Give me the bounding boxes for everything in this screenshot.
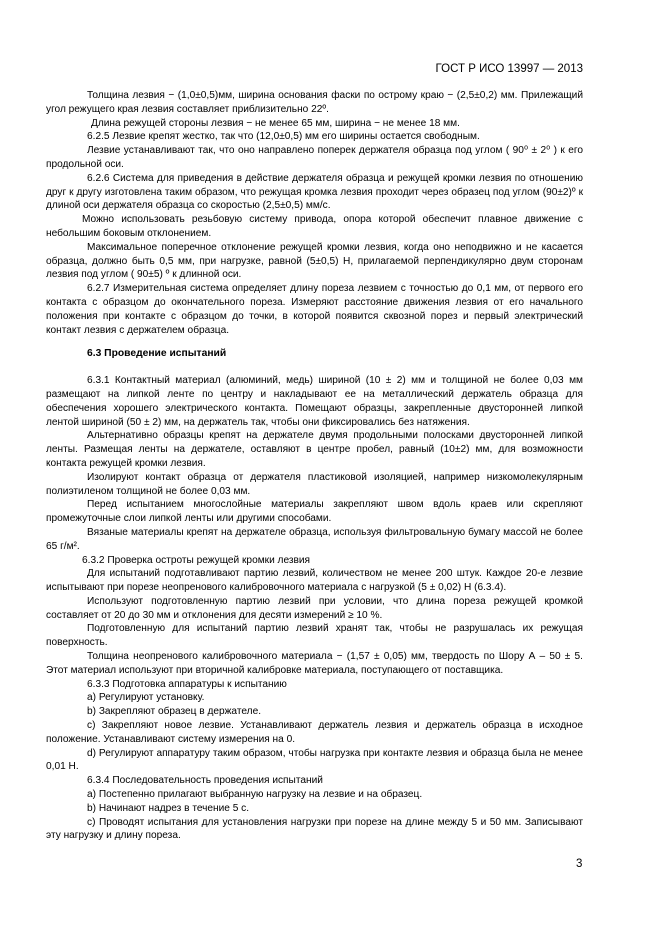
subsection-title: 6.3.2 Проверка остроты режущей кромки лезвия bbox=[82, 554, 311, 566]
list-item: b) Начинают надрез в течение 5 с. bbox=[87, 802, 250, 814]
paragraph: 6.2.5 Лезвие крепят жестко, так что (12,0±0,5) мм его ширины остается свободным. bbox=[87, 131, 480, 143]
list-item: b) Закрепляют образец в держателе. bbox=[87, 706, 262, 718]
paragraph: Длина режущей стороны лезвия − не менее 65 мм, ширина − не менее 18 мм. bbox=[91, 117, 460, 129]
list-item: a) Регулируют установку. bbox=[87, 692, 205, 704]
paragraph: Используют подготовленную партию лезвий при условии, что длина пореза режущей кромкой составляет от 20 до 30 мм и отклонения для десяти измерений ≥ 10 %. bbox=[46, 595, 583, 621]
page-number: 3 bbox=[576, 858, 583, 870]
document-body bbox=[46, 89, 583, 843]
section-heading: 6.3 Проведение испытаний bbox=[87, 348, 227, 360]
list-item: d) Регулируют аппаратуру таким образом, чтобы нагрузка при контакте лезвия и образца была не менее 0,01 Н. bbox=[46, 747, 583, 773]
paragraph: 6.2.7 Измерительная система определяет длину пореза лезвием с точностью до 0,1 мм, от первого его контакта с образцом до окончательного пореза. Измеряют расстояние движения лезвия от его начального положения при контакте с образцом до точки, в которой появится сквозной порез и первый электрический контакт лезвия с держателем образца. bbox=[46, 283, 583, 336]
subsection-title: 6.3.3 Подготовка аппаратуры к испытанию bbox=[87, 678, 287, 690]
document-header: ГОСТ Р ИСО 13997 — 2013 bbox=[435, 63, 583, 75]
list-item: a) Постепенно прилагают выбранную нагрузку на лезвие и на образец. bbox=[87, 789, 423, 801]
paragraph: 6.2.6 Система для приведения в действие держателя образца и режущей кромки лезвия по отношению друг к другу изготовлена таким образом, что режущая кромка лезвия проходит через образец под углом (90±2)º к длиной оси держателя образца со скоростью (2,5±0,5) мм/с. bbox=[46, 172, 583, 212]
paragraph: Максимальное поперечное отклонение режущей кромки лезвия, когда оно неподвижно и не касается образца, должно быть 0,5 мм, при нагрузке, равной (5±0,5) Н, прилагаемой перпендикулярно двум сторонам лезвия под углом ( 90±5) º к длинной оси. bbox=[46, 241, 583, 281]
paragraph: Для испытаний подготавливают партию лезвий, количеством не менее 200 штук. Каждое 20-е лезвие испытывают при порезе неопренового калибровочного материала с нагрузкой (5 ± 0,02) Н (6.3.4). bbox=[46, 568, 583, 594]
list-item: c) Проводят испытания для установления нагрузки при порезе на длине между 5 и 50 мм. Записывают эту нагрузку и длину пореза. bbox=[46, 816, 583, 842]
paragraph: Альтернативно образцы крепят на держателе двумя продольными полосками двусторонней липкой ленты. Размещая ленты на держателе, оставляют в центре пробел, равный (10±2) мм, для возможности контакта режущей кромки лезвия. bbox=[46, 430, 583, 469]
paragraph: Лезвие устанавливают так, что оно направлено поперек держателя образца под углом ( 90⁰ ± 2⁰ ) к его продольной оси. bbox=[46, 145, 583, 170]
list-item: c) Закрепляют новое лезвие. Устанавливают держатель лезвия и держатель образца в исходное положение. Устанавливают систему измерения на 0. bbox=[46, 720, 583, 745]
paragraph: Вязаные материалы крепят на держателе образца, используя фильтровальную бумагу массой не более 65 г/м². bbox=[46, 526, 583, 552]
paragraph: Толщина неопренового калибровочного материала − (1,57 ± 0,05) мм, твердость по Шору А – 50 ± 5. Этот материал используют при вторичной калибровке материала, поступающего от поставщика. bbox=[46, 651, 583, 676]
paragraph: Толщина лезвия − (1,0±0,5)мм, ширина основания фаски по острому краю − (2,5±0,2) мм. Прилежащий угол режущего края лезвия составляет приблизительно 22º. bbox=[46, 90, 583, 115]
paragraph: Подготовленную для испытаний партию лезвий хранят так, чтобы не разрушалась их режущая поверхность. bbox=[46, 623, 583, 649]
paragraph: Можно использовать резьбовую систему привода, опора которой обеспечит плавное движение с небольшим боковым отклонением. bbox=[46, 214, 583, 239]
subsection-title: 6.3.4 Последовательность проведения испытаний bbox=[87, 775, 323, 787]
paragraph: Изолируют контакт образца от держателя пластиковой изоляцией, например низкомолекулярным полиэтиленом толщиной не более 0,03 мм. bbox=[46, 471, 583, 497]
paragraph: 6.3.1 Контактный материал (алюминий, медь) шириной (10 ± 2) мм и толщиной не более 0,03 мм размещают на липкой ленте по центру и накладывают ее на металлический держатель образца для обеспечения хорошего электрического контакта. Помещают образцы, закрепленные двусторонней липкой лентой шириной (50 ± 2) мм, на держатель так, чтобы они фиксировались без натяжения. bbox=[46, 375, 583, 428]
paragraph: Перед испытанием многослойные материалы закрепляют швом вдоль краев или скрепляют промежуточные слои липкой ленты или другими способами. bbox=[46, 499, 583, 525]
